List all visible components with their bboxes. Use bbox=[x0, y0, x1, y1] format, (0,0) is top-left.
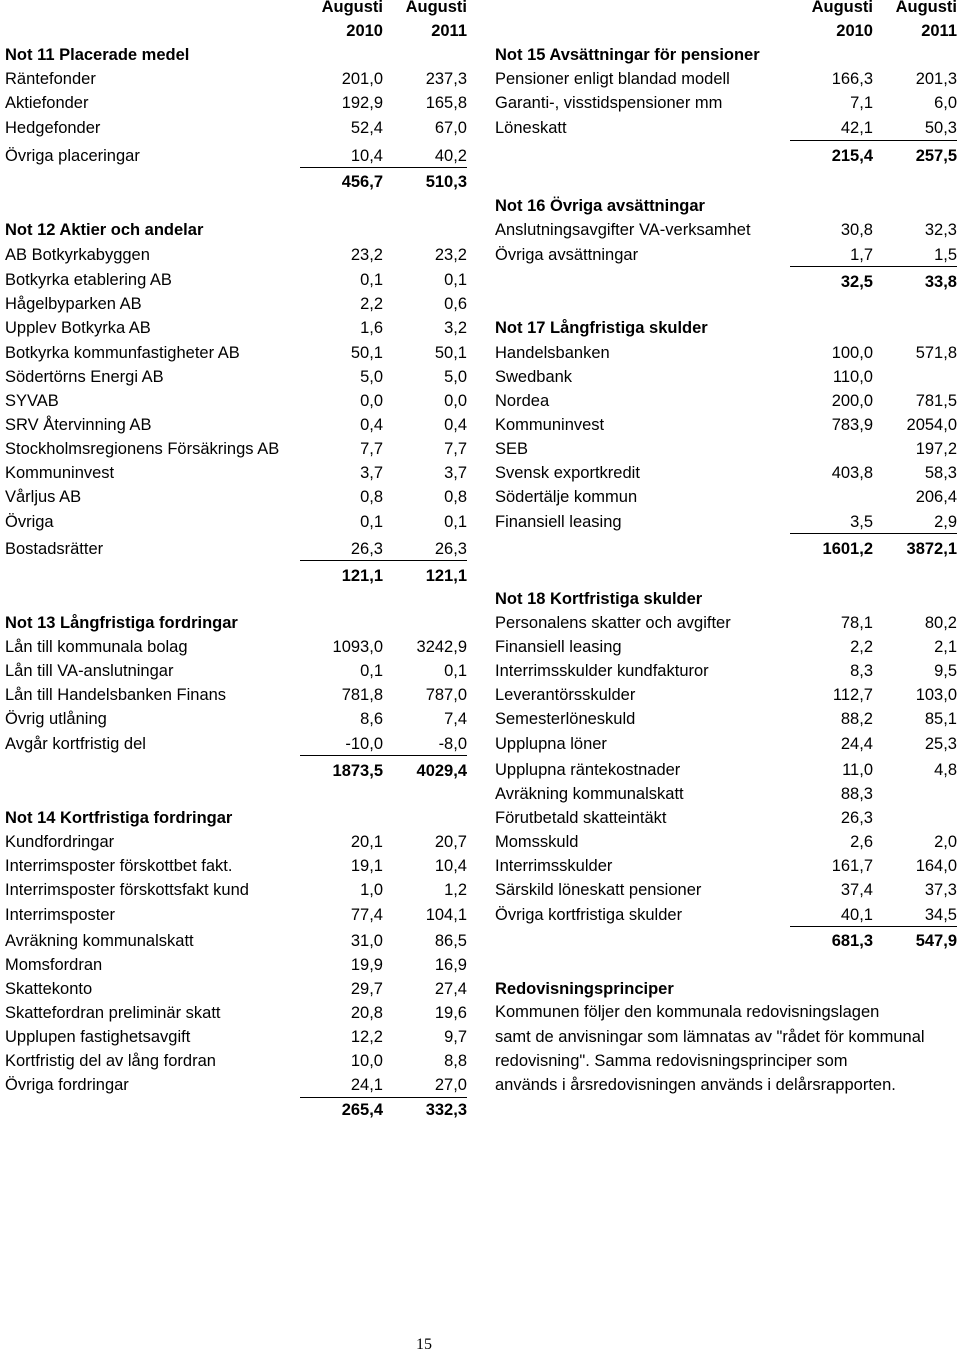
table-row: Kommuninvest 783,9 2054,0 bbox=[495, 416, 957, 434]
note14-title: Not 14 Kortfristiga fordringar bbox=[5, 809, 233, 827]
header-row-2 bbox=[495, 20, 957, 42]
sum-underline bbox=[300, 755, 467, 756]
table-row: Lån till Handelsbanken Finans 781,8 787,0 bbox=[5, 686, 467, 704]
table-row: Botkyrka etablering AB 0,1 0,1 bbox=[5, 271, 467, 289]
table-row: Särskild löneskatt pensioner 37,4 37,3 bbox=[495, 881, 957, 899]
header-2010-label: Augusti bbox=[811, 0, 873, 16]
table-row: Leverantörsskulder 112,7 103,0 bbox=[495, 686, 957, 704]
table-row: Vårljus AB 0,8 0,8 bbox=[5, 488, 467, 506]
table-row: Övrig utlåning 8,6 7,4 bbox=[5, 710, 467, 728]
table-row: Interrimsskulder 161,7 164,0 bbox=[495, 857, 957, 875]
table-row: Interrimsposter förskottbet fakt. 19,1 10,4 bbox=[5, 857, 467, 875]
table-row: Hågelbyparken AB 2,2 0,6 bbox=[5, 295, 467, 313]
header-2011-year: 2011 bbox=[431, 22, 467, 40]
table-row: SEB 197,2 bbox=[495, 440, 957, 458]
table-row: Kommuninvest 3,7 3,7 bbox=[5, 464, 467, 482]
table-row: Skattekonto 29,7 27,4 bbox=[5, 980, 467, 998]
sum-underline bbox=[790, 140, 957, 141]
table-row: Avräkning kommunalskatt 88,3 bbox=[495, 785, 873, 803]
sum-underline bbox=[300, 1097, 467, 1098]
table-row: Avräkning kommunalskatt 31,0 86,5 bbox=[5, 932, 467, 950]
header-row-1 bbox=[5, 0, 467, 18]
header-2011-label: Augusti bbox=[895, 0, 957, 16]
principles-line: samt de anvisningar som lämnatas av "rådet för kommunal bbox=[495, 1028, 925, 1046]
table-row: Övriga 0,1 0,1 bbox=[5, 513, 467, 531]
table-row: Interrimsskulder kundfakturor 8,3 9,5 bbox=[495, 662, 957, 680]
header-row-1 bbox=[495, 0, 957, 18]
table-row: Pensioner enligt blandad modell 166,3 201,3 bbox=[495, 70, 957, 88]
table-row: Personalens skatter och avgifter 78,1 80,2 bbox=[495, 614, 957, 632]
sum-underline bbox=[300, 167, 467, 168]
table-row: Skattefordran preliminär skatt 20,8 19,6 bbox=[5, 1004, 467, 1022]
header-2011-label: Augusti bbox=[405, 0, 467, 16]
table-row: Momsfordran 19,9 16,9 bbox=[5, 956, 467, 974]
note12-total: 121,1 121,1 bbox=[341, 567, 467, 585]
table-row: Avgår kortfristig del -10,0 -8,0 bbox=[5, 735, 467, 753]
note17-title: Not 17 Långfristiga skulder bbox=[495, 319, 708, 337]
table-row: Upplupna löner 24,4 25,3 bbox=[495, 735, 957, 753]
table-row: Lån till VA-anslutningar 0,1 0,1 bbox=[5, 662, 467, 680]
table-row: Kundfordringar 20,1 20,7 bbox=[5, 833, 467, 851]
header-2010-year: 2010 bbox=[346, 22, 383, 40]
table-row: AB Botkyrkabyggen 23,2 23,2 bbox=[5, 246, 467, 264]
table-row: Övriga placeringar 10,4 40,2 bbox=[5, 147, 467, 165]
note16-title: Not 16 Övriga avsättningar bbox=[495, 197, 705, 215]
table-row: Swedbank 110,0 bbox=[495, 368, 873, 386]
page-number: 15 bbox=[416, 1336, 432, 1353]
header-2011-year: 2011 bbox=[921, 22, 957, 40]
table-row: Övriga fordringar 24,1 27,0 bbox=[5, 1076, 467, 1094]
table-row: Handelsbanken 100,0 571,8 bbox=[495, 344, 957, 362]
principles-line: används i årsredovisningen används i delårsrapporten. bbox=[495, 1076, 896, 1094]
sum-underline bbox=[790, 926, 957, 927]
table-row: Kortfristig del av lång fordran 10,0 8,8 bbox=[5, 1052, 467, 1070]
table-row: Bostadsrätter 26,3 26,3 bbox=[5, 540, 467, 558]
table-row: Semesterlöneskuld 88,2 85,1 bbox=[495, 710, 957, 728]
note13-total: 1873,5 4029,4 bbox=[332, 762, 467, 780]
note18-title: Not 18 Kortfristiga skulder bbox=[495, 590, 703, 608]
note11-title: Not 11 Placerade medel bbox=[5, 46, 190, 64]
note15-total: 215,4 257,5 bbox=[831, 147, 957, 165]
table-row: Hedgefonder 52,4 67,0 bbox=[5, 119, 467, 137]
table-row: Förutbetald skatteintäkt 26,3 bbox=[495, 809, 873, 827]
note18-total: 681,3 547,9 bbox=[831, 932, 957, 950]
note13-title: Not 13 Långfristiga fordringar bbox=[5, 614, 238, 632]
table-row: Svensk exportkredit 403,8 58,3 bbox=[495, 464, 957, 482]
table-row: Räntefonder 201,0 237,3 bbox=[5, 70, 467, 88]
table-row: Aktiefonder 192,9 165,8 bbox=[5, 94, 467, 112]
table-row: Interrimsposter förskottsfakt kund 1,0 1,2 bbox=[5, 881, 467, 899]
table-row: Momsskuld 2,6 2,0 bbox=[495, 833, 957, 851]
table-row: Upplupen fastighetsavgift 12,2 9,7 bbox=[5, 1028, 467, 1046]
principles-line: redovisning". Samma redovisningsprinciper som bbox=[495, 1052, 848, 1070]
table-row: Finansiell leasing 2,2 2,1 bbox=[495, 638, 957, 656]
note17-total: 1601,2 3872,1 bbox=[822, 540, 957, 558]
principles-line: Kommunen följer den kommunala redovisningslagen bbox=[495, 1003, 880, 1021]
note15-title: Not 15 Avsättningar för pensioner bbox=[495, 46, 760, 64]
table-row: Interrimsposter 77,4 104,1 bbox=[5, 906, 467, 924]
table-row: Övriga kortfristiga skulder 40,1 34,5 bbox=[495, 906, 957, 924]
table-row: Finansiell leasing 3,5 2,9 bbox=[495, 513, 957, 531]
table-row: SRV Återvinning AB 0,4 0,4 bbox=[5, 416, 467, 434]
table-row: Upplupna räntekostnader 11,0 4,8 bbox=[495, 761, 957, 779]
note12-title: Not 12 Aktier och andelar bbox=[5, 221, 204, 239]
header-row-2 bbox=[5, 20, 467, 42]
table-row: Löneskatt 42,1 50,3 bbox=[495, 119, 957, 137]
note14-total: 265,4 332,3 bbox=[341, 1101, 467, 1119]
principles-title: Redovisningsprinciper bbox=[495, 980, 674, 998]
table-row: Upplev Botkyrka AB 1,6 3,2 bbox=[5, 319, 467, 337]
table-row: Stockholmsregionens Försäkrings AB 7,7 7,7 bbox=[5, 440, 467, 458]
table-row: Garanti-, visstidspensioner mm 7,1 6,0 bbox=[495, 94, 957, 112]
header-2010-label: Augusti bbox=[321, 0, 383, 16]
sum-underline bbox=[790, 533, 957, 534]
table-row: Nordea 200,0 781,5 bbox=[495, 392, 957, 410]
header-2010-year: 2010 bbox=[836, 22, 873, 40]
note16-total: 32,5 33,8 bbox=[840, 273, 957, 291]
table-row: Södertälje kommun 206,4 bbox=[495, 488, 957, 506]
table-row: Anslutningsavgifter VA-verksamhet 30,8 32,3 bbox=[495, 221, 957, 239]
table-row: Lån till kommunala bolag 1093,0 3242,9 bbox=[5, 638, 467, 656]
sum-underline bbox=[790, 266, 957, 267]
sum-underline bbox=[300, 560, 467, 561]
table-row: Södertörns Energi AB 5,0 5,0 bbox=[5, 368, 467, 386]
table-row: Botkyrka kommunfastigheter AB 50,1 50,1 bbox=[5, 344, 467, 362]
table-row: Övriga avsättningar 1,7 1,5 bbox=[495, 246, 957, 264]
table-row: SYVAB 0,0 0,0 bbox=[5, 392, 467, 410]
note11-total: 456,7 510,3 bbox=[341, 173, 467, 191]
